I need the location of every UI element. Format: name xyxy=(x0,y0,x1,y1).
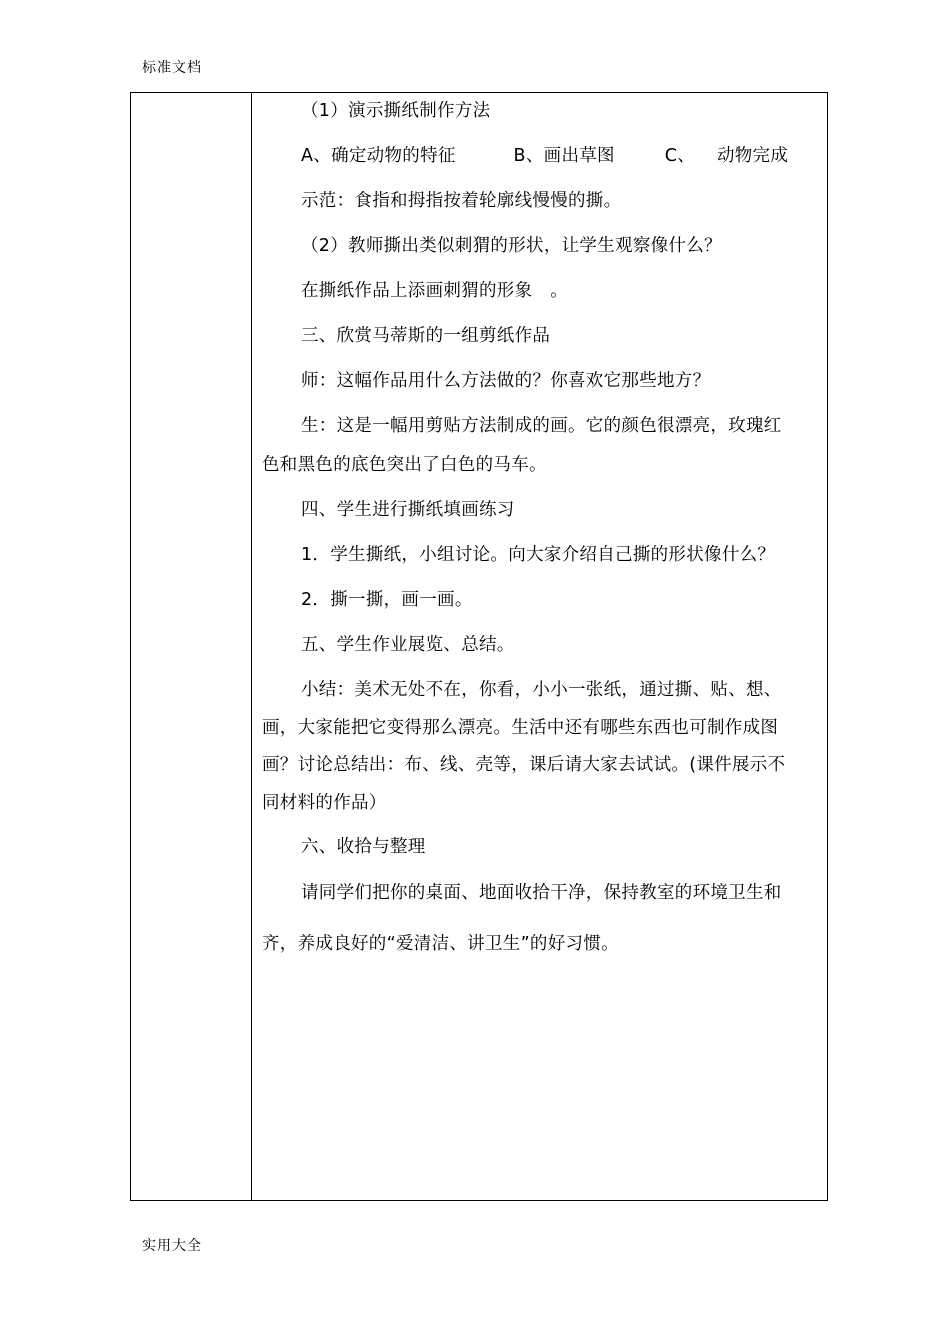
step-b: B、画出草图 xyxy=(513,146,615,166)
section-heading: 五、学生作业展览、总结。 xyxy=(301,635,515,655)
text-line: 示范：食指和拇指按着轮廓线慢慢的撕。 xyxy=(301,191,622,211)
text-line: 请同学们把你的桌面、地面收拾干净，保持教室的环境卫生和 xyxy=(301,883,782,903)
text-line: 同材料的作品） xyxy=(262,793,387,813)
section-heading: 六、收拾与整理 xyxy=(301,837,426,857)
text-line: （1）演示撕纸制作方法 xyxy=(301,101,491,121)
text-line: 1．学生撕纸，小组讨论。向大家介绍自己撕的形状像什么？ xyxy=(301,545,776,565)
section-heading: 四、学生进行撕纸填画练习 xyxy=(301,500,515,520)
page-footer: 实用大全 xyxy=(142,1238,202,1254)
lesson-table xyxy=(130,92,828,1201)
text-line: 师：这幅作品用什么方法做的？你喜欢它那些地方？ xyxy=(301,371,711,391)
section-heading: 三、欣赏马蒂斯的一组剪纸作品 xyxy=(301,326,551,346)
step-c: C、 xyxy=(664,146,696,166)
text-line: 画，大家能把它变得那么漂亮。生活中还有哪些东西也可制作成图 xyxy=(262,718,779,738)
page-header: 标准文档 xyxy=(142,60,202,76)
text-line: 画？讨论总结出：布、线、壳等，课后请大家去试试。(课件展示不 xyxy=(262,755,786,775)
text-line: 齐，养成良好的“爱清洁、讲卫生”的好习惯。 xyxy=(262,934,619,954)
text-line: 小结：美术无处不在，你看，小小一张纸，通过撕、贴、想、 xyxy=(301,680,782,700)
text-line: 2．撕一撕，画一画。 xyxy=(301,590,473,610)
step-a: A、确定动物的特征 xyxy=(301,146,456,166)
table-left-column xyxy=(131,93,252,1200)
text-line: 色和黑色的底色突出了白色的马车。 xyxy=(262,455,547,475)
step-c-text: 动物完成 xyxy=(716,146,789,166)
text-line: 在撕纸作品上添画刺猬的形象 。 xyxy=(301,281,568,301)
text-line: （2）教师撕出类似刺猬的形状，让学生观察像什么？ xyxy=(301,236,722,256)
text-line: 生：这是一幅用剪贴方法制成的画。它的颜色很漂亮，玫瑰红 xyxy=(301,416,782,436)
step-list xyxy=(301,142,788,167)
